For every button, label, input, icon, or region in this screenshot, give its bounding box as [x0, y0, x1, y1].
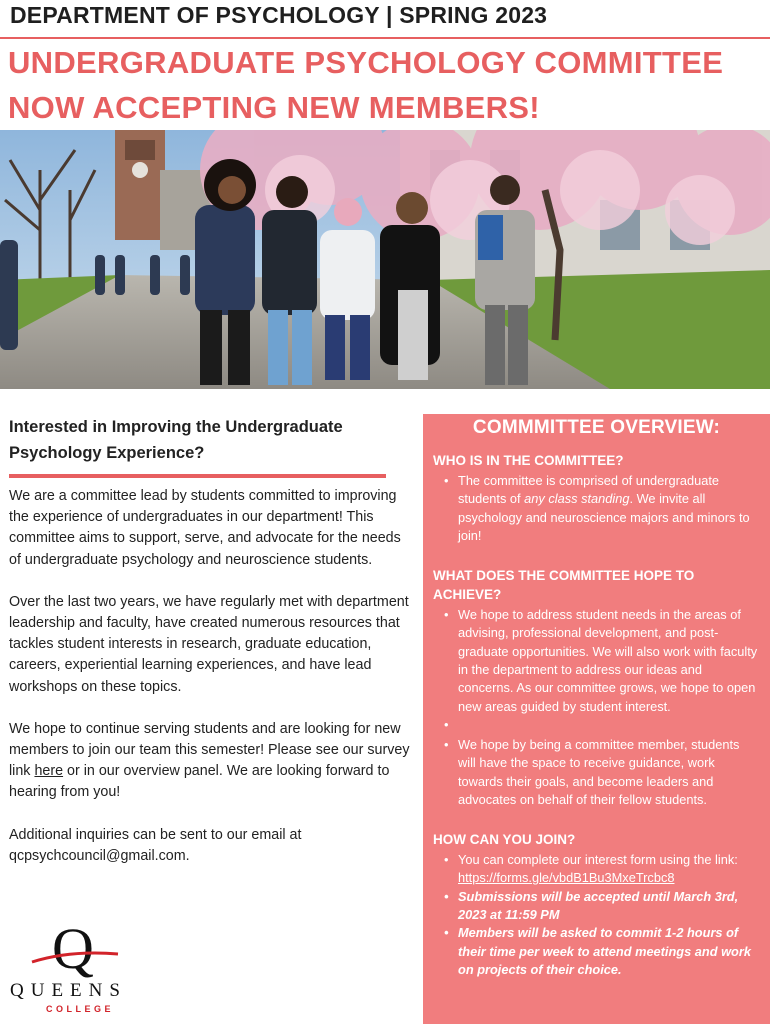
- department-header: DEPARTMENT OF PSYCHOLOGY | SPRING 2023: [10, 2, 548, 28]
- title-line-1: UNDERGRADUATE PSYCHOLOGY COMMITTEE: [8, 45, 724, 80]
- header-rule: [0, 37, 770, 39]
- hope-list: [433, 606, 760, 809]
- logo-q-letter: Q: [52, 916, 94, 981]
- join-heading: HOW CAN YOU JOIN?: [433, 832, 576, 848]
- hope-item-1: • We hope to address student needs in the areas of advising, professional development, and post-graduate opportunities. We will also work with faculty in the department to address our ideas and concerns. As our committee grows, we hope to open new areas guided by student interest.: [433, 606, 760, 716]
- who-text-before: The committee is comprised of undergraduate students of: [458, 473, 720, 507]
- join-item-3: • Members will be asked to commit 1-2 hours of their time per week to attend meetings and work on projects of their choice.: [433, 924, 760, 979]
- page-title: [8, 40, 723, 130]
- students-walking-campus-photo: [0, 130, 770, 389]
- logo-college-text: COLLEGE: [46, 1004, 115, 1014]
- intro-paragraph-2: Over the last two years, we have regularly met with department leadership and faculty, have created numerous resources that tackles student interests in research, graduate education, careers, experiential learning experiences, and have lead workshops on these topics.: [9, 593, 409, 695]
- logo-swoosh-icon: [30, 948, 120, 968]
- hope-spacer: [433, 716, 760, 736]
- title-line-2: NOW ACCEPTING NEW MEMBERS!: [8, 90, 540, 125]
- logo-queens-text: QUEENS: [10, 980, 127, 1001]
- who-item: [433, 472, 760, 545]
- committee-overview-panel: [423, 414, 770, 1024]
- join-item-1: [433, 851, 760, 888]
- intro-paragraph-1: We are a committee lead by students committed to improving the experience of undergraduates in our department! This committee aims to support, serve, and advocate for the needs of undergraduate psychology and neuroscience students.: [9, 488, 401, 568]
- queens-college-logo: [10, 918, 150, 1018]
- intro-body: [9, 486, 413, 888]
- intro-paragraph-3: [9, 719, 413, 804]
- panel-title: COMMMITTEE OVERVIEW:: [472, 417, 721, 438]
- join-text-before: You can complete our interest form using the link:: [458, 852, 738, 868]
- join-item-2: • Submissions will be accepted until March 3rd, 2023 at 11:59 PM: [433, 888, 760, 925]
- hope-heading: WHAT DOES THE COMMITTEE HOPE TO ACHIEVE?: [433, 568, 695, 603]
- intro-section: [9, 414, 414, 466]
- intro-divider: [9, 474, 386, 478]
- p3-text-after: or in our overview panel. We are looking forward to hearing from you!: [9, 763, 390, 801]
- who-text-em: any class standing: [524, 491, 630, 507]
- who-heading: WHO IS IN THE COMMITTEE?: [433, 453, 624, 468]
- join-list: [433, 851, 760, 979]
- p3-text-before: We hope to continue serving students and are looking for new members to join our team this semester! Please see our survey link: [9, 720, 410, 780]
- hope-item-2: • We hope by being a committee member, students will have the space to receive guidance, work towards their goals, and become leaders and advocates on behalf of their fellow students.: [433, 736, 760, 809]
- survey-link[interactable]: here: [34, 763, 64, 780]
- interest-form-link[interactable]: https://forms.gle/vbdB1Bu3MxeTrcbc8: [458, 870, 675, 886]
- intro-paragraph-4: Additional inquiries can be sent to our email at qcpsychcouncil@gmail.com.: [9, 826, 302, 864]
- intro-heading: Interested in Improving the Undergraduate Psychology Experience?: [9, 418, 343, 462]
- who-text-after: . We invite all psychology and neuroscience majors and minors to join!: [458, 491, 750, 543]
- who-list: [433, 472, 760, 545]
